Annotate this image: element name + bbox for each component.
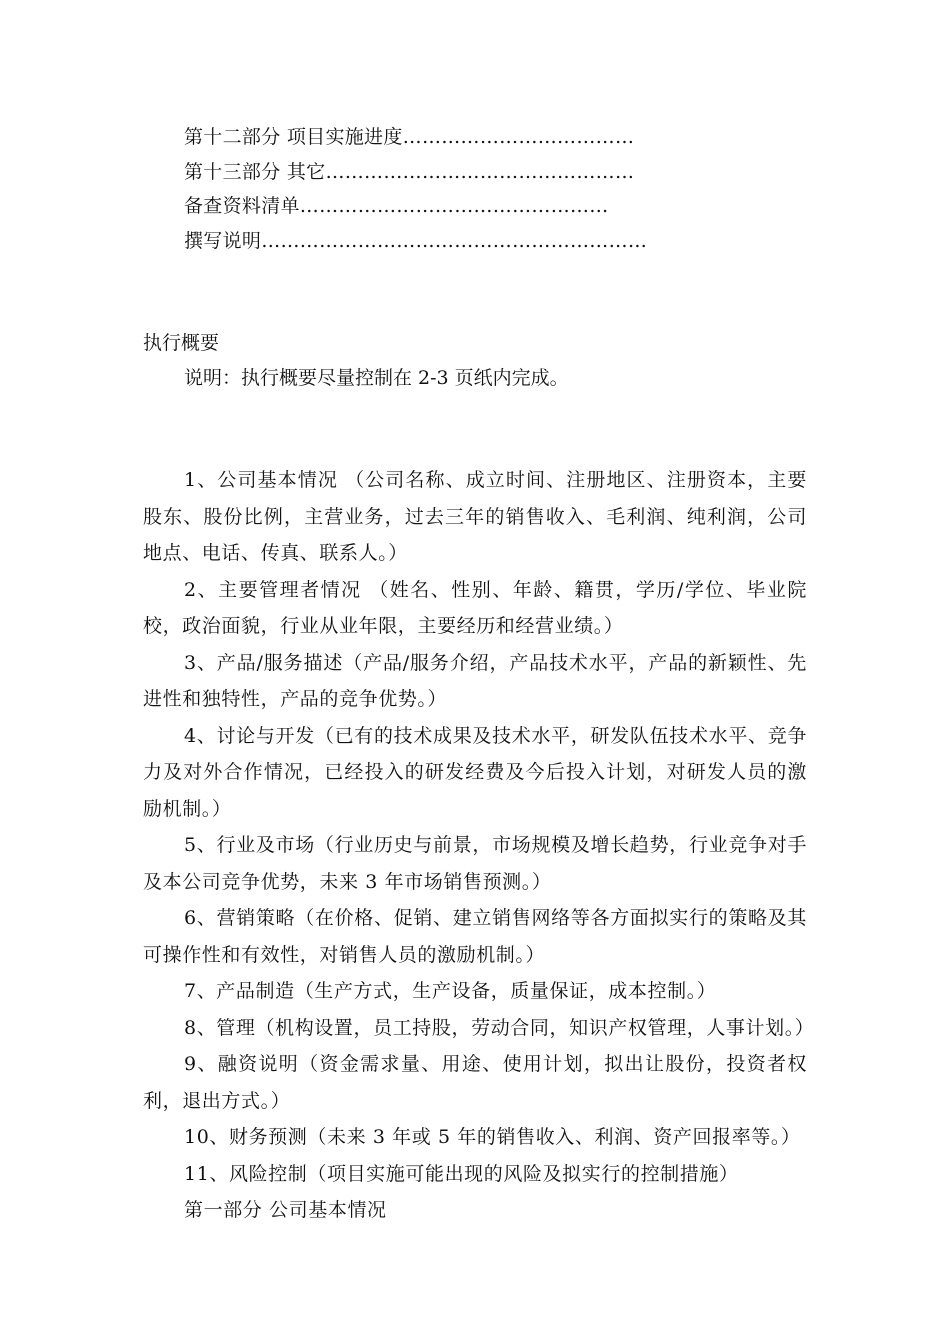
executive-summary-note: 说明：执行概要尽量控制在 2-3 页纸内完成。 [184, 367, 569, 389]
list-item: 3、产品/服务描述（产品/服务介绍，产品技术水平，产品的新颖性、先进性和独特性，产品的竞争优势。） [143, 651, 807, 710]
list-item: 9、融资说明（资金需求量、用途、使用计划，拟出让股份，投资者权利，退出方式。） [143, 1053, 807, 1112]
toc-entry-reference-list: 备查资料清单………………………………………… [184, 195, 609, 217]
list-item: 5、行业及市场（行业历史与前景，市场规模及增长趋势，行业竞争对手及本公司竞争优势，未来 3 年市场销售预测。） [143, 834, 807, 893]
list-item: 7、产品制造（生产方式，生产设备，质量保证，成本控制。） [184, 980, 717, 1002]
list-item: 8、管理（机构设置，员工持股，劳动合同，知识产权管理，人事计划。） [184, 1016, 815, 1039]
list-item: 2、主要管理者情况 （姓名、性别、年龄、籍贯，学历/学位、毕业院校，政治面貌，行业从业年限，主要经历和经营业绩。） [143, 578, 807, 637]
summary-items-list [143, 462, 815, 1229]
table-of-contents [184, 120, 804, 258]
section-heading-part-1: 第一部分 公司基本情况 [184, 1199, 387, 1221]
toc-entry-part-12: 第十二部分 项目实施进度……………………………… [184, 126, 635, 148]
toc-entry-writing-notes: 撰写说明…………………………………………………… [184, 229, 648, 252]
list-item: 10、财务预测（未来 3 年或 5 年的销售收入、利润、资产回报率等。） [184, 1126, 801, 1148]
list-item: 6、营销策略（在价格、促销、建立销售网络等各方面拟实行的策略及其可操作性和有效性，对销售人员的激励机制。） [143, 907, 807, 966]
list-item: 11、风险控制（项目实施可能出现的风险及拟实行的控制措施） [184, 1162, 739, 1185]
list-item: 4、讨论与开发（已有的技术成果及技术水平，研发队伍技术水平、竞争力及对外合作情况，已经投入的研发经费及今后投入计划，对研发人员的激励机制。） [143, 724, 807, 820]
section-heading-executive-summary: 执行概要 [143, 332, 220, 354]
list-item: 1、公司基本情况 （公司名称、成立时间、注册地区、注册资本，主要股东、股份比例，主营业务，过去三年的销售收入、毛利润、纯利润，公司地点、电话、传真、联系人。） [143, 469, 807, 564]
toc-entry-part-13: 第十三部分 其它………………………………………… [184, 160, 635, 183]
